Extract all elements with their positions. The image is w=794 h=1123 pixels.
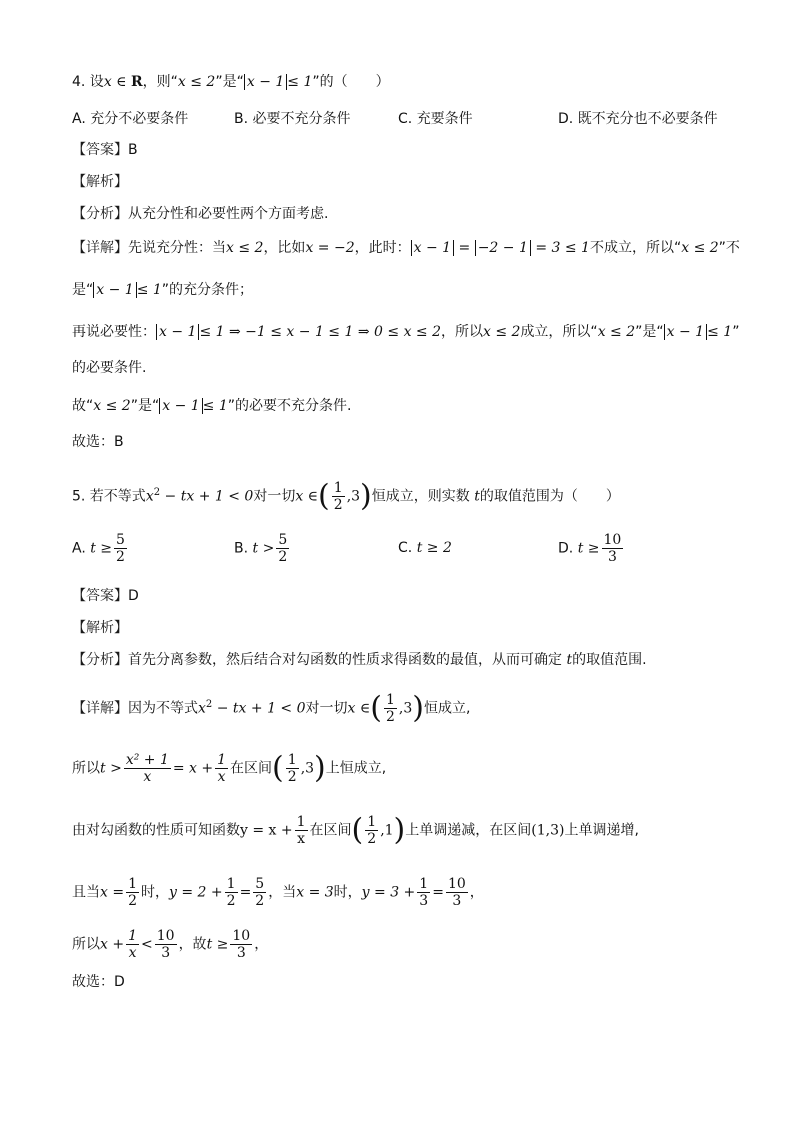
math: x ≤ 2 <box>226 240 264 256</box>
math: − tx + 1 < 0 <box>212 700 306 717</box>
text: ，当 <box>268 884 297 901</box>
option-label: C. <box>398 540 413 556</box>
fraction <box>602 532 624 565</box>
fenxi-text: 从充分性和必要性两个方面考虑. <box>128 206 329 222</box>
numerator: 1 <box>385 692 395 709</box>
text: ”不 <box>718 240 740 256</box>
fraction <box>276 532 289 565</box>
fraction <box>365 814 378 847</box>
left-paren: ( <box>272 750 284 786</box>
choose-text: 故选：B <box>72 434 124 450</box>
denominator: x <box>217 769 226 785</box>
math: = 3 ≤ 1 <box>530 240 590 256</box>
q5-answer <box>72 586 139 606</box>
q5-detail-line-3 <box>72 814 639 847</box>
text: 故“ <box>72 398 94 414</box>
denominator: x <box>297 831 306 847</box>
math: (1,3) <box>531 822 565 839</box>
math: t <box>566 652 573 668</box>
numerator: 5 <box>255 876 265 892</box>
option-text: 必要不充分条件 <box>252 111 351 127</box>
right-paren: ) <box>360 478 372 514</box>
text: 对一切 <box>253 488 296 505</box>
numerator: 1 <box>226 876 236 892</box>
fraction <box>417 876 430 909</box>
option-text: 既不充分也不必要条件 <box>577 111 718 127</box>
option-label: B. <box>234 540 249 557</box>
q4-stem-text: ”是“ <box>215 74 244 90</box>
denominator: x <box>128 945 137 961</box>
answer-tag: 【答案】 <box>72 142 128 158</box>
fraction <box>253 876 266 909</box>
fraction <box>286 752 299 785</box>
denominator: 3 <box>161 945 171 961</box>
text: 首先分离参数，然后结合对勾函数的性质求得函数的最值，从而可确定 <box>128 652 567 668</box>
q4-detail-line-1 <box>72 238 740 258</box>
text: ，所以 <box>441 324 483 340</box>
q4-stem <box>72 72 390 92</box>
math: ≤ 1 <box>707 324 733 340</box>
math: − tx + 1 < 0 <box>160 488 254 505</box>
abs: x − 1 <box>411 240 454 256</box>
right-paren: ) <box>393 812 406 848</box>
detail-tag: 【详解】 <box>72 240 128 256</box>
analysis-tag: 【解析】 <box>72 174 128 190</box>
abs: x − 1 <box>156 324 199 340</box>
fraction <box>126 928 139 961</box>
text: 因为不等式 <box>128 700 198 717</box>
q5-option-c[interactable] <box>398 540 452 556</box>
fraction <box>230 928 252 961</box>
math: ,3 <box>300 760 315 777</box>
math: x + <box>100 936 125 953</box>
option-label: C. <box>398 111 413 127</box>
math: = <box>239 884 252 901</box>
math: t <box>474 488 480 505</box>
math: = x + <box>172 760 214 777</box>
denominator: 2 <box>116 549 125 565</box>
denominator: 3 <box>607 549 617 565</box>
math: x = <box>100 884 125 901</box>
denominator: 2 <box>367 831 377 847</box>
math: t ≥ 2 <box>416 540 452 556</box>
q4-fenxi <box>72 204 328 224</box>
q4-detail-line-5 <box>72 396 351 416</box>
text: 且当 <box>72 884 100 901</box>
numerator: 10 <box>603 532 622 548</box>
fraction <box>114 532 127 565</box>
math: t ≥ <box>206 936 229 953</box>
numerator: 5 <box>278 532 288 548</box>
math: t ≥ <box>90 540 113 557</box>
option-label: B. <box>234 111 249 127</box>
math: x <box>198 700 206 717</box>
math: y = 2 + <box>169 884 223 901</box>
q4-math: x ≤ 2 <box>177 74 216 90</box>
text: 的必要条件. <box>72 360 147 376</box>
math: x <box>145 488 154 505</box>
answer-value: D <box>128 588 139 604</box>
numerator: 10 <box>232 928 251 944</box>
option-label: A. <box>72 540 86 557</box>
q4-choose <box>72 432 124 452</box>
text: 在区间 <box>309 822 352 839</box>
q4-option-a[interactable] <box>72 108 188 128</box>
denominator: 2 <box>385 709 395 726</box>
fraction <box>332 480 345 513</box>
q5-detail-line-4 <box>72 876 484 909</box>
text: ”是“ <box>635 324 664 340</box>
denominator: 3 <box>236 945 246 961</box>
q4-option-c[interactable] <box>398 108 473 128</box>
q4-abs: x − 1 <box>244 74 287 90</box>
math: x = 3 <box>296 884 334 901</box>
fraction <box>384 692 397 725</box>
numerator: 1 <box>217 752 227 768</box>
numerator: 1 <box>128 928 137 944</box>
q5-detail-line-1 <box>72 690 470 725</box>
text: ，故 <box>178 936 207 953</box>
q5-detail-line-2 <box>72 752 386 785</box>
numerator: 5 <box>116 532 125 548</box>
q4-detail-line-4 <box>72 358 146 378</box>
text: ”的必要不充分条件. <box>227 398 352 414</box>
math: t > <box>100 760 122 777</box>
denominator: 2 <box>226 893 236 909</box>
q4-detail-line-2 <box>72 280 253 300</box>
q5-stem <box>72 478 620 513</box>
fraction <box>215 752 228 785</box>
text: 恒成立，则实数 <box>371 488 475 505</box>
option-label: A. <box>72 111 86 127</box>
abs: −2 − 1 <box>475 240 531 256</box>
q5-option-b[interactable] <box>234 532 291 565</box>
math: x ≤ 2 <box>483 324 521 340</box>
q4-detail-line-3 <box>72 322 739 342</box>
fenxi-tag: 【分析】 <box>72 652 128 668</box>
q4-option-b[interactable] <box>234 108 351 128</box>
math: ,1 <box>380 822 394 839</box>
text: 由对勾函数的性质可知函数 <box>72 822 240 839</box>
q4-analysis-tag <box>72 172 128 192</box>
math: x ∈ <box>295 488 319 505</box>
option-text: 充分不必要条件 <box>90 111 189 127</box>
q5-analysis-tag <box>72 618 128 638</box>
text: 的取值范围为（ ） <box>479 488 620 505</box>
text: 再说必要性： <box>72 324 156 340</box>
abs: x − 1 <box>159 398 202 414</box>
q4-math: x ∈ <box>103 74 131 90</box>
q5-option-d[interactable] <box>558 532 625 565</box>
numerator: 1 <box>287 752 297 768</box>
math: x = −2 <box>305 240 355 256</box>
q4-stem-text: ，则“ <box>142 74 178 90</box>
text: 在区间 <box>230 760 273 777</box>
text: ”的充分条件； <box>161 282 254 298</box>
math: ≤ 1 <box>136 282 162 298</box>
q4-math: ≤ 1 <box>287 74 313 90</box>
text: 上恒成立, <box>325 760 387 777</box>
q5-option-a[interactable] <box>72 532 129 565</box>
superscript: 2 <box>205 699 213 710</box>
option-label: D. <box>558 540 574 557</box>
text: ，此时： <box>354 240 411 256</box>
math: x ∈ <box>347 700 371 717</box>
numerator: x² + 1 <box>125 752 169 768</box>
fraction <box>446 876 468 909</box>
detail-tag: 【详解】 <box>72 700 128 717</box>
q4-stem-text: ”的（ ） <box>312 74 390 90</box>
math: x ≤ 2 <box>681 240 719 256</box>
q5-choose <box>72 972 125 992</box>
text: 所以 <box>72 936 100 953</box>
numerator: 1 <box>367 814 377 830</box>
denominator: 3 <box>419 893 429 909</box>
text: 对一切 <box>305 700 348 717</box>
numerator: 1 <box>419 876 429 892</box>
q4-set-R: R <box>130 74 143 90</box>
answer-value: B <box>128 142 138 158</box>
math: ≤ 1 ⇒ −1 ≤ x − 1 ≤ 1 ⇒ 0 ≤ x ≤ 2 <box>199 324 441 340</box>
denominator: x <box>143 769 152 785</box>
math: t > <box>252 540 275 557</box>
left-paren: ( <box>318 478 330 514</box>
math: y = 3 + <box>361 884 416 901</box>
text: ”是“ <box>130 398 160 414</box>
answer-tag: 【答案】 <box>72 588 128 604</box>
left-paren: ( <box>370 690 382 726</box>
math: ,3 <box>346 488 361 505</box>
math: ≤ 1 <box>202 398 228 414</box>
q5-fenxi <box>72 650 647 670</box>
denominator: 2 <box>333 497 343 514</box>
denominator: 2 <box>278 549 288 565</box>
denominator: 3 <box>452 893 462 909</box>
fraction <box>225 876 238 909</box>
fraction <box>155 928 177 961</box>
text: 是“ <box>72 282 94 298</box>
numerator: 10 <box>156 928 175 944</box>
text: 所以 <box>72 760 100 777</box>
math: ,3 <box>398 700 413 717</box>
text: 的取值范围. <box>572 652 647 668</box>
left-paren: ( <box>351 812 364 848</box>
denominator: 2 <box>128 893 137 909</box>
q4-answer <box>72 140 138 160</box>
fenxi-tag: 【分析】 <box>72 206 128 222</box>
text: 不成立，所以“ <box>589 240 682 256</box>
choose-text: 故选：D <box>72 974 125 990</box>
abs: x − 1 <box>93 282 136 298</box>
text: 上单调递增, <box>564 822 639 839</box>
text: ，比如 <box>263 240 306 256</box>
numerator: 1 <box>333 480 343 497</box>
text: 先说充分性：当 <box>128 240 226 256</box>
q4-stem-text: 4. 设 <box>72 74 104 90</box>
math: y = x + <box>240 822 293 839</box>
right-paren: ) <box>412 690 424 726</box>
text: ， <box>254 936 269 953</box>
q4-option-d[interactable] <box>558 108 718 128</box>
fraction <box>295 814 308 847</box>
text: 上单调递减，在区间 <box>405 822 532 839</box>
option-label: D. <box>558 111 574 127</box>
right-paren: ) <box>314 750 326 786</box>
math: = <box>454 240 475 256</box>
superscript: 2 <box>153 487 161 498</box>
text: 时， <box>141 884 169 901</box>
fraction <box>124 752 171 785</box>
math: t ≥ <box>577 540 600 557</box>
math: < <box>141 936 153 953</box>
denominator: 2 <box>255 893 265 909</box>
text: ” <box>732 324 740 340</box>
denominator: 2 <box>287 769 297 785</box>
math: = <box>432 884 444 901</box>
abs: x − 1 <box>664 324 707 340</box>
math: x ≤ 2 <box>597 324 636 340</box>
numerator: 10 <box>447 876 466 892</box>
text: ， <box>469 884 484 901</box>
analysis-tag: 【解析】 <box>72 620 128 636</box>
text: 5. 若不等式 <box>72 488 146 505</box>
math: x ≤ 2 <box>93 398 131 414</box>
numerator: 1 <box>296 814 306 830</box>
q5-detail-line-5 <box>72 928 268 961</box>
text: 恒成立, <box>423 700 471 717</box>
numerator: 1 <box>128 876 137 892</box>
option-text: 充要条件 <box>416 111 473 127</box>
text: 时， <box>333 884 362 901</box>
fraction <box>126 876 139 909</box>
text: 成立，所以“ <box>520 324 598 340</box>
